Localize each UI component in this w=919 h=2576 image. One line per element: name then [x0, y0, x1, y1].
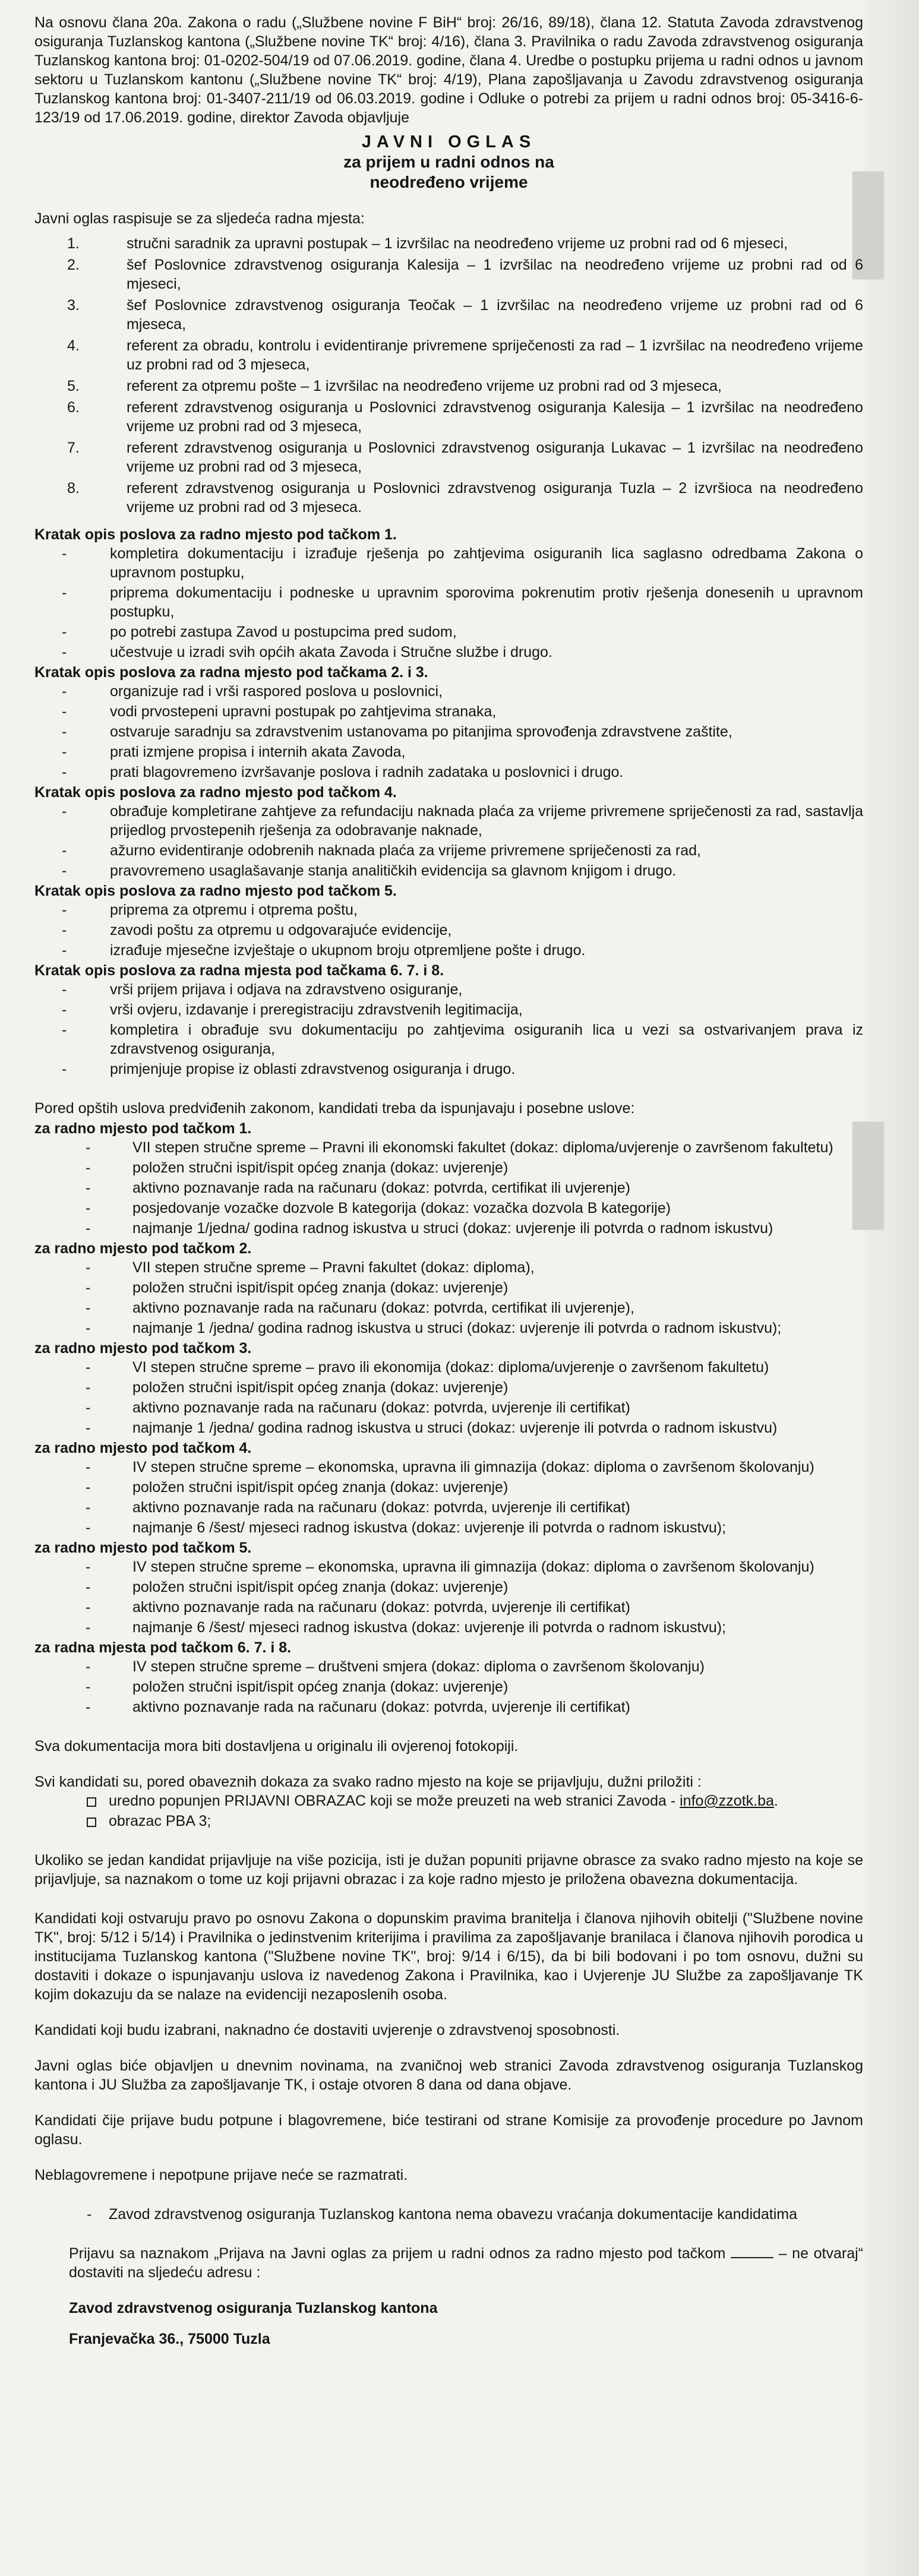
duties-section [34, 525, 863, 1079]
veterans-paragraph: Kandidati koji ostvaruju pravo po osnovu Zakona o dopunskim pravima branitelja i članova njihovih obitelji ("Službene novine TK", broj: 5/12 i 5/14) i Pravilnika o jedinstvenim kriterijima i pravilima za zapošljavanje branilaca i članova njihovih porodica u institucijama Tuzlanskog kantona ("Službene novine TK", broj: 9/14 i 6/15), da bi bili bodovani i po tom osnovu, dužni su dostaviti i dokaze o ispunjavanju uslova iz navedenog Zakona i Pravilnika, kao i Uvjerenje JU Službe za zapošljavanje TK kojim dokazuju da se nalaze na evidenciji nezaposlenih osoba. [34, 1910, 863, 2003]
duty-item: - ostvaruje saradnju sa zdravstvenim ustanovama po pitanjima sprovođenja zdravstvene zaštite, [34, 722, 863, 741]
position-item [34, 479, 863, 517]
adjacent-page-edge [852, 0, 919, 2576]
duties-heading: Kratak opis poslova za radno mjesto pod tačkom 5. [34, 883, 397, 899]
late-applications-note: Neblagovremene i nepotpune prijave neće se razmatrati. [34, 2167, 408, 2183]
duties-heading: Kratak opis poslova za radno mjesto pod tačkom 1. [34, 526, 397, 543]
duty-item: - priprema dokumentaciju i podneske u upravnim sporovima pokrenutim protiv rješenja donesenih u upravnom postupku, [34, 583, 863, 621]
position-text: šef Poslovnice zdravstvenog osiguranja Teočak – 1 izvršilac na neodređeno vrijeme uz probni rad od 6 mjeseca, [127, 297, 863, 333]
requirement-item: - najmanje 1 /jedna/ godina radnog iskustva u struci (dokaz: uvjerenje ili potvrda o radnom iskustvu) [34, 1418, 863, 1437]
duties-heading: Kratak opis poslova za radna mjesta pod tačkama 6. 7. i 8. [34, 962, 444, 979]
multi-position-paragraph: Ukoliko se jedan kandidat prijavljuje na više pozicija, isti je dužan popuniti prijavne obrasce za svako radno mjesto na koje se prijavljuje, sa naznakom o tome uz koji prijavni obrazac i za koje radno mjesto je priložena obavezna dokumentacija. [34, 1852, 863, 1888]
requirements-heading: za radno mjesto pod tačkom 4. [34, 1440, 252, 1456]
position-number: 6. [67, 399, 80, 416]
position-item [34, 234, 863, 253]
position-number: 5. [67, 378, 80, 394]
duty-item: - zavodi poštu za otpremu u odgovarajuće evidencije, [34, 921, 863, 940]
bleed-through-shape: ▌ [852, 1124, 915, 1222]
position-number: 2. [67, 257, 80, 273]
position-text: referent zdravstvenog osiguranja u Poslovnici zdravstvenog osiguranja Kalesija – 1 izvršilac na neodređeno vrijeme uz probni rad od 3 mjeseca, [127, 399, 863, 435]
requirement-item: - posjedovanje vozačke dozvole B kategorija (dokaz: vozačka dozvola B kategorije) [34, 1199, 863, 1218]
position-text: stručni saradnik za upravni postupak – 1 izvršilac na neodređeno vrijeme uz probni rad od 6 mjeseci, [127, 235, 788, 252]
requirements-heading: za radno mjesto pod tačkom 5. [34, 1540, 252, 1556]
attachments-list [34, 1791, 863, 1831]
requirement-item: - aktivno poznavanje rada na računaru (dokaz: potvrda, certifikat ili uvjerenje) [34, 1178, 863, 1197]
requirements-list [34, 1258, 863, 1338]
requirement-item: - položen stručni ispit/ispit općeg znanja (dokaz: uvjerenje) [34, 1378, 863, 1397]
position-number-blank [731, 2244, 773, 2258]
duty-item: - primjenjuje propise iz oblasti zdravstvenog osiguranja i drugo. [34, 1060, 863, 1079]
duty-item: - izrađuje mjesečne izvještaje o ukupnom broju otpremljene pošte i drugo. [34, 941, 863, 960]
email-link[interactable]: info@zzotk.ba [680, 1793, 774, 1809]
positions-intro: Javni oglas raspisuje se za sljedeća radna mjesta: [34, 210, 365, 227]
requirement-item: - aktivno poznavanje rada na računaru (dokaz: potvrda, uvjerenje ili certifikat) [34, 1698, 863, 1717]
requirements-intro: Pored opštih uslova predviđenih zakonom, kandidati treba da ispunjavaju i posebne uslove: [34, 1100, 635, 1117]
position-number: 8. [67, 480, 80, 497]
requirements-list [34, 1458, 863, 1537]
requirements-heading: za radno mjesto pod tačkom 1. [34, 1120, 252, 1137]
requirement-item: - položen stručni ispit/ispit općeg znanja (dokaz: uvjerenje) [34, 1158, 863, 1177]
positions-list [34, 234, 863, 517]
legal-basis-paragraph: Na osnovu člana 20a. Zakona o radu („Službene novine F BiH“ broj: 26/16, 89/18), člana 12. Statuta Zavoda zdravstvenog osiguranja Tuzlanskog kantona („Službene novine TK“ broj: 4/16), člana 3. Pravilnika o radu Zavoda zdravstvenog osiguranja Tuzlanskog kantona broj: 01-0202-504/19 od 07.06.2019. godine, člana 4. Uredbe o postupku prijema u radni odnos u javnom sektoru u Tuzlanskom kantonu („Službene novine TK“ broj: 4/19), Plana zapošljavanja u Zavodu zdravstvenog osiguranja Tuzlanskog kantona broj: 01-3407-211/19 od 06.03.2019. godine i Odluke o potrebi za prijem u radni odnos broj: 05-3416-6-123/19 od 17.06.2019. godine, direktor Zavoda objavljuje [34, 14, 863, 126]
duties-heading: Kratak opis poslova za radna mjesto pod tačkama 2. i 3. [34, 664, 428, 681]
duty-item: - vrši prijem prijava i odjava na zdravstveno osiguranje, [34, 980, 863, 999]
requirement-item: - aktivno poznavanje rada na računaru (dokaz: potvrda, certifikat ili uvjerenje), [34, 1298, 863, 1317]
duties-heading: Kratak opis poslova za radno mjesto pod tačkom 4. [34, 784, 397, 801]
duty-item: - prati blagovremeno izvršavanje poslova i radnih zadataka u poslovnici i drugo. [34, 763, 863, 782]
position-item [34, 255, 863, 293]
requirements-list [34, 1657, 863, 1717]
announcement-subtitle-2: neodređeno vrijeme [370, 173, 528, 191]
announcement-subtitle: za prijem u radni odnos na [343, 153, 554, 171]
requirement-item: - položen stručni ispit/ispit općeg znanja (dokaz: uvjerenje) [34, 1478, 863, 1497]
duties-list [34, 980, 863, 1079]
requirement-item: - aktivno poznavanje rada na računaru (dokaz: potvrda, uvjerenje ili certifikat) [34, 1598, 863, 1617]
requirement-item: - najmanje 1/jedna/ godina radnog iskustva u struci (dokaz: uvjerenje ili potvrda o radnom iskustvu) [34, 1219, 863, 1238]
duties-list [34, 682, 863, 782]
requirement-item: - najmanje 1 /jedna/ godina radnog iskustva u struci (dokaz: uvjerenje ili potvrda o radnom iskustvu); [34, 1319, 863, 1338]
duty-item: - prati izmjene propisa i internih akata Zavoda, [34, 742, 863, 761]
bleed-through-shape: ▌ [852, 173, 915, 272]
requirements-section [34, 1119, 863, 1717]
address-street: Franjevačka 36., 75000 Tuzla [69, 2331, 270, 2347]
position-number: 3. [67, 297, 80, 314]
duty-item: - pravovremeno usaglašavanje stanja analitičkih evidencija sa glavnom knjigom i drugo. [34, 861, 863, 880]
requirement-item: - položen stručni ispit/ispit općeg znanja (dokaz: uvjerenje) [34, 1278, 863, 1297]
position-item [34, 377, 863, 396]
position-number: 1. [67, 235, 80, 252]
requirements-heading: za radno mjesto pod tačkom 3. [34, 1340, 252, 1357]
job-announcement [34, 13, 863, 2349]
requirements-list [34, 1358, 863, 1437]
duty-item: - kompletira dokumentaciju i izrađuje rješenja po zahtjevima osiguranih lica saglasno odredbama Zakona o upravnom postupku, [34, 544, 863, 582]
position-text: referent zdravstvenog osiguranja u Poslovnici zdravstvenog osiguranja Tuzla – 2 izvršioca na neodređeno vrijeme uz probni rad od 3 mjeseca. [127, 480, 863, 516]
duty-item: - ažurno evidentiranje odobrenih naknada plaća za vrijeme privremene spriječenosti za rad, [34, 841, 863, 860]
requirement-item: - položen stručni ispit/ispit općeg znanja (dokaz: uvjerenje) [34, 1677, 863, 1696]
duties-list [34, 802, 863, 880]
requirements-list [34, 1138, 863, 1238]
health-note: Kandidati koji budu izabrani, naknadno će dostaviti uvjerenje o zdravstvenoj sposobnosti. [34, 2022, 620, 2038]
position-text: šef Poslovnice zdravstvenog osiguranja Kalesija – 1 izvršilac na neodređeno vrijeme uz probni rad od 6 mjeseci, [127, 257, 863, 292]
requirements-heading: za radno mjesto pod tačkom 2. [34, 1240, 252, 1257]
duty-item: - učestvuje u izradi svih općih akata Zavoda i Stručne službe i drugo. [34, 643, 863, 662]
testing-paragraph: Kandidati čije prijave budu potpune i blagovremene, biće testirani od strane Komisije za provođenje procedure po Javnom oglasu. [34, 2112, 863, 2148]
duty-item: - vrši ovjeru, izdavanje i preregistraciju zdravstvenih legitimacija, [34, 1000, 863, 1019]
requirement-item: - aktivno poznavanje rada na računaru (dokaz: potvrda, uvjerenje ili certifikat) [34, 1498, 863, 1517]
position-item [34, 296, 863, 334]
submission-instructions: Prijavu sa naznakom „Prijava na Javni oglas za prijem u radni odnos za radno mjesto pod tačkom – ne otvaraj“ dostaviti na sljedeću adresu : [69, 2245, 863, 2281]
requirement-item: - položen stručni ispit/ispit općeg znanja (dokaz: uvjerenje) [34, 1578, 863, 1597]
requirement-item: - aktivno poznavanje rada na računaru (dokaz: potvrda, uvjerenje ili certifikat) [34, 1398, 863, 1417]
duty-item: - po potrebi zastupa Zavod u postupcima pred sudom, [34, 622, 863, 641]
duty-item: - kompletira i obrađuje svu dokumentaciju po zahtjevima osiguranih lica u vezi sa ostvarivanjem prava iz zdravstvenog osiguranja, [34, 1020, 863, 1058]
position-number: 4. [67, 337, 80, 354]
duty-item: - organizuje rad i vrši raspored poslova u poslovnici, [34, 682, 863, 701]
requirement-item: - VII stepen stručne spreme – Pravni ili ekonomski fakultet (dokaz: diploma/uvjerenje o završenom fakultetu) [34, 1138, 863, 1157]
duties-list [34, 544, 863, 662]
attachments-intro: Svi kandidati su, pored obaveznih dokaza za svako radno mjesto na koje se prijavljuju, dužni priložiti : [34, 1774, 702, 1790]
attachment-pba3: obrazac PBA 3; [34, 1812, 863, 1831]
requirement-item: - IV stepen stručne spreme – društveni smjera (dokaz: diploma o završenom školovanju) [34, 1657, 863, 1676]
requirement-item: - VII stepen stručne spreme – Pravni fakultet (dokaz: diploma), [34, 1258, 863, 1277]
requirement-item: - najmanje 6 /šest/ mjeseci radnog iskustva (dokaz: uvjerenje ili potvrda o radnom iskustvu); [34, 1518, 863, 1537]
position-text: referent za obradu, kontrolu i evidentiranje privremene spriječenosti za rad – 1 izvršilac na neodređeno vrijeme uz probni rad od 3 mjeseca, [127, 337, 863, 373]
requirements-heading: za radna mjesta pod tačkom 6. 7. i 8. [34, 1639, 292, 1656]
address-name: Zavod zdravstvenog osiguranja Tuzlanskog kantona [69, 2300, 438, 2316]
requirement-item: - VI stepen stručne spreme – pravo ili ekonomija (dokaz: diploma/uvjerenje o završenom fakultetu) [34, 1358, 863, 1377]
requirement-item: - IV stepen stručne spreme – ekonomska, upravna ili gimnazija (dokaz: diploma o završenom školovanju) [34, 1458, 863, 1477]
position-item [34, 398, 863, 436]
requirements-list [34, 1557, 863, 1637]
position-text: referent za otpremu pošte – 1 izvršilac na neodređeno vrijeme uz probni rad od 3 mjeseca, [127, 378, 722, 394]
duty-item: - priprema za otpremu i otprema poštu, [34, 900, 863, 919]
duty-item: - obrađuje kompletirane zahtjeve za refundaciju naknada plaća za vrijeme privremene spriječenosti za rad, sastavlja prijedlog prvostepenih rješenja za odobravanje naknade, [34, 802, 863, 840]
no-return-note: - Zavod zdravstvenog osiguranja Tuzlanskog kantona nema obavezu vraćanja dokumentacije kandidatima [34, 2205, 863, 2224]
documents-note: Sva dokumentacija mora biti dostavljena u originalu ili ovjerenoj fotokopiji. [34, 1738, 519, 1755]
position-text: referent zdravstvenog osiguranja u Poslovnici zdravstvenog osiguranja Lukavac – 1 izvršilac na neodređeno vrijeme uz probni rad od 3 mjeseca, [127, 440, 863, 475]
duties-list [34, 900, 863, 960]
duty-item: - vodi prvostepeni upravni postupak po zahtjevima stranaka, [34, 702, 863, 721]
attachment-application-form: uredno popunjen PRIJAVNI OBRAZAC koji se može preuzeti na web stranici Zavoda - info@zzotk.ba. [34, 1791, 863, 1810]
requirement-item: - najmanje 6 /šest/ mjeseci radnog iskustva (dokaz: uvjerenje ili potvrda o radnom iskustvu); [34, 1618, 863, 1637]
position-number: 7. [67, 440, 80, 456]
position-item [34, 438, 863, 476]
announcement-title: JAVNI OGLAS [361, 132, 536, 151]
position-item [34, 336, 863, 374]
publication-paragraph: Javni oglas biće objavljen u dnevnim novinama, na zvaničnoj web stranici Zavoda zdravstvenog osiguranja Tuzlanskog kantona i JU Služba za zapošljavanje TK, i ostaje otvoren 8 dana od dana objave. [34, 2057, 863, 2093]
requirement-item: - IV stepen stručne spreme – ekonomska, upravna ili gimnazija (dokaz: diploma o završenom školovanju) [34, 1557, 863, 1576]
